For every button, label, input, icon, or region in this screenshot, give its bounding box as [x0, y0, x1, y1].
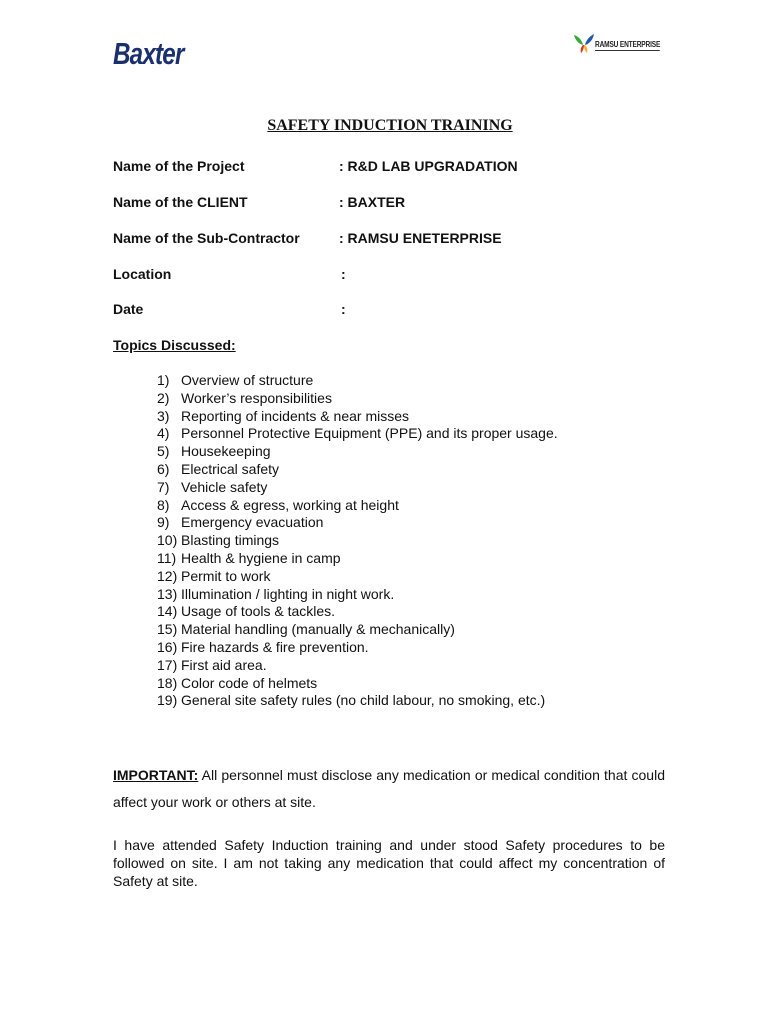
topic-text: Fire hazards & fire prevention.	[181, 638, 369, 655]
info-value: :	[341, 301, 346, 317]
topic-text: Vehicle safety	[181, 478, 268, 495]
topic-text: Usage of tools & tackles.	[181, 603, 336, 620]
topic-text: Overview of structure	[181, 372, 314, 388]
topic-text: Personnel Protective Equipment (PPE) and its proper usage.	[181, 425, 558, 442]
topic-number: 16)	[157, 638, 178, 655]
topic-number: 3)	[157, 407, 170, 424]
topic-text: Reporting of incidents & near misses	[181, 407, 409, 424]
document-title: SAFETY INDUCTION TRAINING	[267, 117, 513, 134]
topic-text: Access & egress, working at height	[181, 496, 399, 513]
butterfly-icon	[572, 33, 596, 55]
topic-text: General site safety rules (no child labour, no smoking, etc.)	[181, 692, 546, 709]
topic-number: 15)	[157, 621, 178, 638]
info-value: : RAMSU ENETERPRISE	[339, 230, 502, 246]
topic-number: 14)	[157, 603, 178, 620]
topics-heading: Topics Discussed:	[113, 337, 236, 353]
topic-number: 19)	[157, 692, 178, 709]
topic-text: Illumination / lighting in night work.	[181, 585, 395, 602]
topic-text: Electrical safety	[181, 460, 280, 477]
baxter-logo: Baxter	[113, 36, 184, 71]
important-text: All personnel must disclose any medication or medical condition that could affect your work or others at site.	[113, 767, 665, 810]
important-label: IMPORTANT:	[113, 767, 199, 783]
declaration-paragraph: I have attended Safety Induction training and under stood Safety procedures to be followed on site. I am not taking any medication that could affect my concentration of Safety at site.	[113, 837, 665, 889]
topic-number: 2)	[157, 389, 170, 406]
topic-number: 8)	[157, 496, 170, 513]
info-label: Name of the Project	[113, 158, 245, 174]
info-label: Name of the CLIENT	[113, 194, 248, 210]
info-label: Date	[113, 301, 144, 317]
info-label: Name of the Sub-Contractor	[113, 230, 300, 246]
important-notice	[113, 762, 665, 816]
topic-text: Housekeeping	[181, 443, 271, 460]
topic-number: 12)	[157, 567, 178, 584]
topic-number: 17)	[157, 656, 178, 673]
info-value: :	[341, 266, 346, 282]
topic-number: 11)	[157, 549, 177, 566]
topic-text: Material handling (manually & mechanically)	[181, 621, 455, 638]
info-value: : BAXTER	[339, 194, 406, 210]
topic-text: Emergency evacuation	[181, 514, 324, 531]
topic-number: 18)	[157, 674, 178, 691]
topic-text: Worker’s responsibilities	[181, 389, 332, 406]
topic-number: 7)	[157, 478, 170, 495]
ramsu-logo-text: RAMSU ENTERPRISE	[595, 40, 661, 49]
topic-text: Color code of helmets	[181, 674, 318, 691]
topic-number: 9)	[157, 514, 170, 531]
info-label: Location	[113, 266, 172, 282]
topic-number: 13)	[157, 585, 178, 602]
topic-number: 1)	[157, 372, 170, 388]
info-value: : R&D LAB UPGRADATION	[339, 158, 518, 174]
topic-number: 4)	[157, 425, 170, 442]
topic-text: Permit to work	[181, 567, 271, 584]
ramsu-enterprise-logo	[572, 33, 664, 57]
topic-number: 10)	[157, 532, 178, 549]
topic-text: First aid area.	[181, 656, 267, 673]
topic-text: Health & hygiene in camp	[181, 549, 341, 566]
topic-number: 6)	[157, 460, 170, 477]
topic-text: Blasting timings	[181, 532, 280, 549]
topic-number: 5)	[157, 443, 170, 460]
